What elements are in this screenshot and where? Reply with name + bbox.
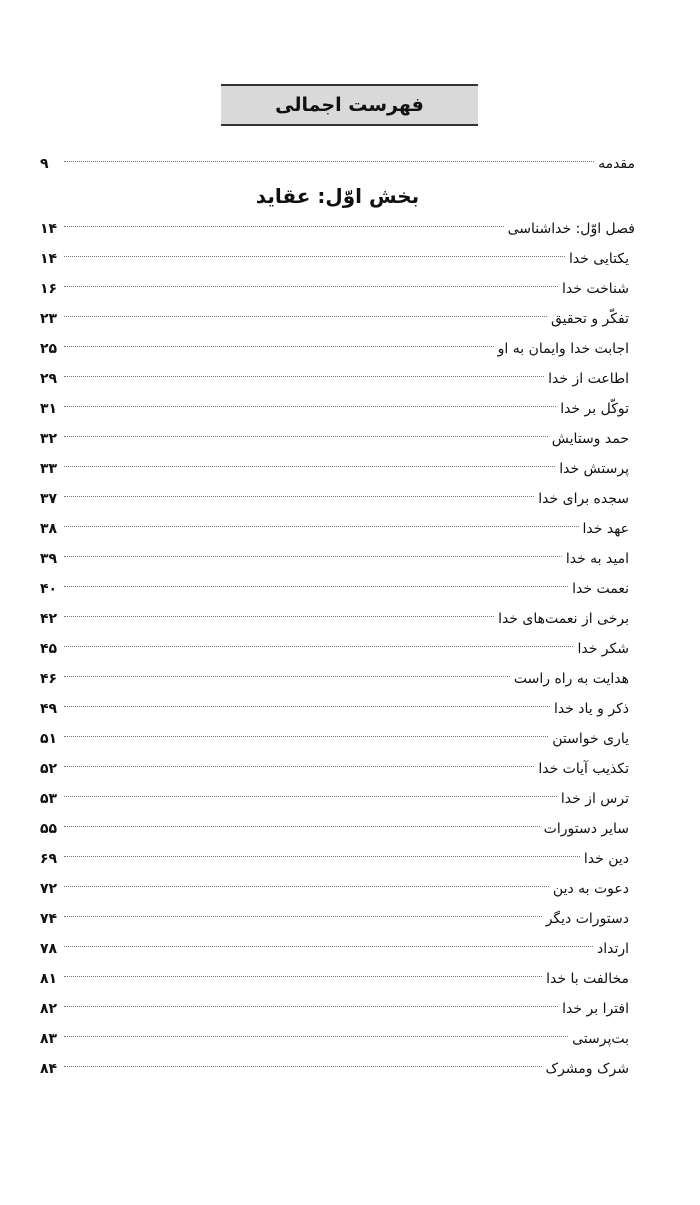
- page-title: فهرست اجمالی: [275, 94, 424, 116]
- toc-entry[interactable]: [40, 724, 635, 754]
- leader-dots: [64, 616, 494, 617]
- toc-entry-label: بت‌پرستی: [572, 1031, 629, 1047]
- toc-entry[interactable]: [40, 754, 635, 784]
- toc-entry-intro[interactable]: [40, 150, 635, 178]
- toc-entry-label: تکذیب آیات خدا: [538, 761, 629, 777]
- toc-entry-page: ۸۲: [40, 1001, 58, 1017]
- toc-entry-label: فصل اوّل: خداشناسی: [507, 221, 635, 237]
- toc-entry-page: ۴۵: [40, 641, 58, 657]
- toc-entry-page: ۴۶: [40, 671, 58, 687]
- toc-entry-page: ۸۳: [40, 1031, 58, 1047]
- toc-entry[interactable]: [40, 574, 635, 604]
- toc-entry-page: ۲۳: [40, 311, 58, 327]
- toc-entry-page: ۳۷: [40, 491, 58, 507]
- toc-entry-page: ۴۰: [40, 581, 58, 597]
- toc-entry-page: ۳۳: [40, 461, 58, 477]
- toc-entry-label: مقدمه: [598, 156, 635, 172]
- leader-dots: [64, 796, 557, 797]
- toc-entry-page: ۳۲: [40, 431, 58, 447]
- toc-entry-page: ۳۸: [40, 521, 58, 537]
- leader-dots: [64, 856, 580, 857]
- leader-dots: [64, 976, 542, 977]
- toc-entry-page: ۹: [40, 156, 49, 172]
- leader-dots: [64, 406, 556, 407]
- leader-dots: [64, 1006, 558, 1007]
- toc-entry[interactable]: [40, 334, 635, 364]
- toc-entry[interactable]: [40, 934, 635, 964]
- toc-entry[interactable]: [40, 304, 635, 334]
- toc-entry-label: برخی از نعمت‌های خدا: [498, 611, 629, 627]
- toc-entry-label: عهد خدا: [582, 521, 629, 537]
- toc-entry-page: ۸۱: [40, 971, 58, 987]
- toc-entry[interactable]: [40, 214, 635, 244]
- toc-entry-label: حمد وستایش: [551, 431, 629, 447]
- toc-entry[interactable]: [40, 904, 635, 934]
- toc-entry-label: ارتداد: [596, 941, 629, 957]
- toc-entry-label: دین خدا: [583, 851, 629, 867]
- toc-entry-page: ۱۴: [40, 221, 58, 237]
- toc-entry-page: ۴۹: [40, 701, 58, 717]
- toc-entry[interactable]: [40, 844, 635, 874]
- section-heading: بخش اوّل: عقاید: [255, 184, 420, 208]
- toc-entry[interactable]: [40, 994, 635, 1024]
- toc-entry-page: ۵۵: [40, 821, 58, 837]
- toc-entry[interactable]: [40, 244, 635, 274]
- toc-entry-page: ۱۴: [40, 251, 58, 267]
- toc-entry[interactable]: [40, 424, 635, 454]
- leader-dots: [64, 646, 573, 647]
- leader-dots: [64, 676, 510, 677]
- toc-entry-label: اجابت خدا وایمان به او: [497, 341, 629, 357]
- toc-entry-page: ۶۹: [40, 851, 58, 867]
- leader-dots: [64, 436, 548, 437]
- leader-dots: [64, 1066, 542, 1067]
- leader-dots: [64, 526, 579, 527]
- leader-dots: [64, 556, 562, 557]
- toc-entry-page: ۱۶: [40, 281, 58, 297]
- toc-entry-label: افترا بر خدا: [562, 1001, 629, 1017]
- leader-dots: [64, 886, 549, 887]
- toc-entry-page: ۵۱: [40, 731, 58, 747]
- toc-entry-page: ۵۳: [40, 791, 58, 807]
- toc-entry-label: هدایت به راه راست: [513, 671, 629, 687]
- leader-dots: [64, 766, 534, 767]
- toc-entry-page: ۷۸: [40, 941, 58, 957]
- toc-entries: [40, 214, 635, 1084]
- toc-entry-label: پرستش خدا: [559, 461, 629, 477]
- toc-entry-label: تفکّر و تحقیق: [550, 311, 629, 327]
- toc-entry[interactable]: [40, 1024, 635, 1054]
- toc-entry[interactable]: [40, 514, 635, 544]
- leader-dots: [64, 586, 568, 587]
- toc-entry-page: ۲۹: [40, 371, 58, 387]
- toc-entry-label: مخالفت با خدا: [546, 971, 629, 987]
- toc-entry-page: ۸۴: [40, 1061, 58, 1077]
- toc-entry-label: یکتایی خدا: [568, 251, 629, 267]
- toc-entry-label: ترس از خدا: [560, 791, 629, 807]
- toc-entry[interactable]: [40, 784, 635, 814]
- toc-entry-page: ۲۵: [40, 341, 58, 357]
- leader-dots: [64, 946, 593, 947]
- toc-entry-page: ۷۲: [40, 881, 58, 897]
- leader-dots: [64, 256, 565, 257]
- leader-dots: [64, 286, 558, 287]
- table-of-contents: [40, 150, 635, 1084]
- toc-entry-label: نعمت خدا: [572, 581, 629, 597]
- leader-dots: [64, 376, 544, 377]
- toc-entry[interactable]: [40, 394, 635, 424]
- toc-entry-page: ۳۹: [40, 551, 58, 567]
- toc-entry-label: اطاعت از خدا: [548, 371, 629, 387]
- toc-entry[interactable]: [40, 964, 635, 994]
- toc-entry[interactable]: [40, 484, 635, 514]
- toc-entry[interactable]: [40, 1054, 635, 1084]
- toc-entry-label: سجده برای خدا: [538, 491, 629, 507]
- toc-entry[interactable]: [40, 694, 635, 724]
- leader-dots: [64, 736, 548, 737]
- toc-entry[interactable]: [40, 814, 635, 844]
- toc-entry-label: دعوت به دین: [552, 881, 629, 897]
- toc-entry[interactable]: [40, 634, 635, 664]
- leader-dots: [64, 916, 542, 917]
- toc-entry-page: ۷۴: [40, 911, 58, 927]
- leader-dots: [64, 1036, 568, 1037]
- toc-entry-label: توکّل بر خدا: [560, 401, 629, 417]
- toc-entry[interactable]: [40, 364, 635, 394]
- leader-dots: [64, 496, 534, 497]
- toc-entry-label: شرک ومشرک: [545, 1061, 629, 1077]
- leader-dots: [64, 706, 550, 707]
- toc-entry-page: ۴۲: [40, 611, 58, 627]
- toc-entry-label: شناخت خدا: [562, 281, 629, 297]
- toc-entry[interactable]: [40, 604, 635, 634]
- toc-entry-label: دستورات دیگر: [545, 911, 629, 927]
- page-title-box: [221, 84, 478, 126]
- toc-entry[interactable]: [40, 274, 635, 304]
- leader-dots: [64, 161, 594, 162]
- leader-dots: [64, 826, 540, 827]
- leader-dots: [64, 226, 504, 227]
- toc-entry-page: ۳۱: [40, 401, 58, 417]
- toc-entry[interactable]: [40, 664, 635, 694]
- toc-entry[interactable]: [40, 874, 635, 904]
- toc-entry-label: ذکر و یاد خدا: [553, 701, 629, 717]
- toc-entry-label: یاری خواستن: [552, 731, 629, 747]
- toc-entry-label: شکر خدا: [577, 641, 629, 657]
- leader-dots: [64, 316, 547, 317]
- toc-entry-label: امید به خدا: [565, 551, 629, 567]
- toc-entry[interactable]: [40, 544, 635, 574]
- toc-entry-page: ۵۲: [40, 761, 58, 777]
- toc-entry[interactable]: [40, 454, 635, 484]
- leader-dots: [64, 346, 494, 347]
- toc-entry-label: سایر دستورات: [543, 821, 629, 837]
- leader-dots: [64, 466, 555, 467]
